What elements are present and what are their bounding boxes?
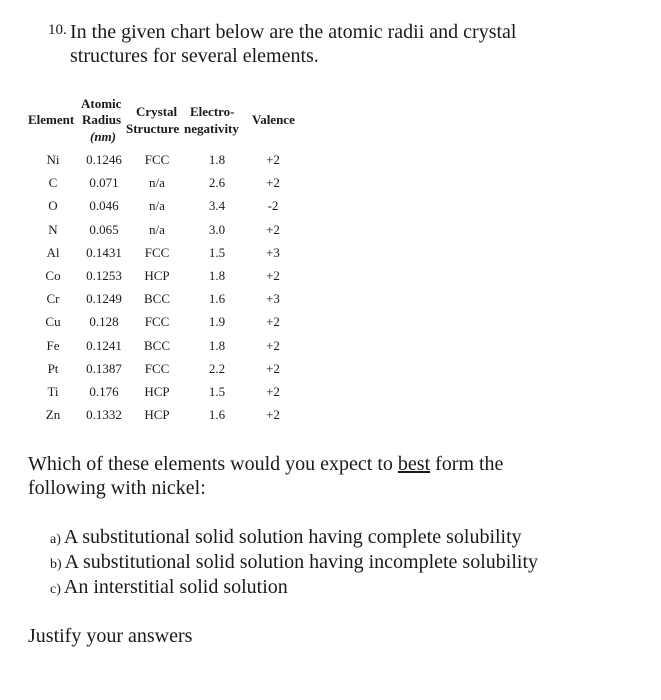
cell-element: Cr — [46, 291, 60, 306]
table-row — [0, 314, 661, 336]
cell-electronegativity: 2.6 — [208, 175, 226, 190]
header-negativity: negativity — [184, 121, 239, 136]
cell-structure: HCP — [144, 384, 170, 399]
table-row — [0, 175, 661, 197]
cell-electronegativity: 1.5 — [208, 245, 226, 260]
cell-element: Ni — [46, 152, 60, 167]
cell-radius: 0.1246 — [86, 152, 122, 167]
cell-valence: +2 — [266, 222, 280, 237]
cell-radius: 0.1253 — [86, 268, 122, 283]
prompt-line-2: following with nickel: — [28, 477, 206, 499]
cell-valence: +2 — [266, 384, 280, 399]
cell-electronegativity: 1.5 — [208, 384, 226, 399]
cell-valence: +2 — [266, 314, 280, 329]
option-b — [50, 550, 538, 577]
cell-valence: +2 — [266, 361, 280, 376]
cell-element: Pt — [47, 361, 59, 376]
cell-electronegativity: 1.9 — [208, 314, 226, 329]
cell-radius: 0.065 — [89, 222, 119, 237]
cell-structure: FCC — [144, 361, 170, 376]
cell-electronegativity: 1.8 — [208, 152, 226, 167]
header-element: Element — [28, 112, 75, 127]
cell-radius: 0.071 — [89, 175, 119, 190]
cell-electronegativity: 2.2 — [208, 361, 226, 376]
cell-structure: n/a — [149, 175, 165, 190]
cell-element: O — [48, 198, 58, 213]
prompt-line-1 — [28, 452, 503, 476]
question-text-line-1: In the given chart below are the atomic radii and crystal — [70, 21, 517, 43]
table-row — [0, 291, 661, 313]
cell-element: Co — [45, 268, 61, 283]
cell-structure: n/a — [149, 222, 165, 237]
option-a — [50, 525, 522, 552]
cell-structure: FCC — [144, 152, 170, 167]
header-radius-unit: (nm) — [90, 129, 116, 144]
cell-radius: 0.1332 — [86, 407, 122, 422]
cell-valence: +2 — [266, 152, 280, 167]
cell-radius: 0.046 — [89, 198, 119, 213]
cell-electronegativity: 1.8 — [208, 338, 226, 353]
cell-structure: BCC — [143, 291, 171, 306]
table-row — [0, 384, 661, 406]
header-radius: Radius — [82, 112, 122, 127]
option-label: c) — [50, 582, 61, 597]
cell-radius: 0.1387 — [86, 361, 122, 376]
cell-radius: 0.176 — [89, 384, 119, 399]
cell-structure: FCC — [144, 314, 170, 329]
table-row — [0, 198, 661, 220]
cell-valence: +2 — [266, 338, 280, 353]
option-label: b) — [50, 557, 62, 572]
cell-valence: +2 — [266, 268, 280, 283]
cell-radius: 0.1249 — [86, 291, 122, 306]
cell-structure: BCC — [143, 338, 171, 353]
prompt-text-post: form the — [435, 453, 504, 475]
header-crystal: Crystal — [136, 104, 178, 119]
cell-valence: +2 — [266, 175, 280, 190]
closing-instruction: Justify your answers — [28, 625, 193, 647]
header-valence: Valence — [252, 112, 295, 127]
cell-valence: +2 — [266, 407, 280, 422]
cell-structure: HCP — [144, 268, 170, 283]
question-text-line-2: structures for several elements. — [70, 45, 319, 67]
table-row — [0, 407, 661, 429]
cell-element: Zn — [45, 407, 61, 422]
cell-electronegativity: 1.6 — [208, 407, 226, 422]
header-electro: Electro- — [190, 104, 235, 119]
cell-valence: -2 — [267, 198, 279, 213]
header-atomic: Atomic — [81, 96, 122, 111]
table-row — [0, 361, 661, 383]
cell-electronegativity: 1.8 — [208, 268, 226, 283]
prompt-text-pre: Which of these elements would you expect to — [28, 453, 393, 475]
cell-element: C — [48, 175, 58, 190]
table-row — [0, 152, 661, 174]
header-structure: Structure — [126, 121, 180, 136]
cell-electronegativity: 1.6 — [208, 291, 226, 306]
cell-element: Al — [46, 245, 60, 260]
option-label: a) — [50, 532, 61, 547]
option-text: A substitutional solid solution having incomplete solubility — [64, 551, 539, 573]
cell-valence: +3 — [266, 291, 280, 306]
cell-element: Fe — [46, 338, 60, 353]
question-number: 10. — [48, 22, 67, 38]
cell-radius: 0.1431 — [86, 245, 122, 260]
cell-element: Ti — [47, 384, 59, 399]
cell-structure: n/a — [149, 198, 165, 213]
cell-electronegativity: 3.0 — [208, 222, 226, 237]
cell-radius: 0.1241 — [86, 338, 122, 353]
option-text: A substitutional solid solution having complete solubility — [63, 526, 522, 548]
cell-element: N — [48, 222, 58, 237]
table-row — [0, 222, 661, 244]
table-row — [0, 245, 661, 267]
cell-element: Cu — [45, 314, 61, 329]
table-row — [0, 338, 661, 360]
option-c — [50, 575, 288, 602]
table-row — [0, 268, 661, 290]
prompt-emphasis: best — [397, 453, 431, 475]
option-text: An interstitial solid solution — [63, 576, 288, 598]
cell-radius: 0.128 — [89, 314, 119, 329]
cell-electronegativity: 3.4 — [208, 198, 226, 213]
cell-valence: +3 — [266, 245, 280, 260]
cell-structure: FCC — [144, 245, 170, 260]
cell-structure: HCP — [144, 407, 170, 422]
